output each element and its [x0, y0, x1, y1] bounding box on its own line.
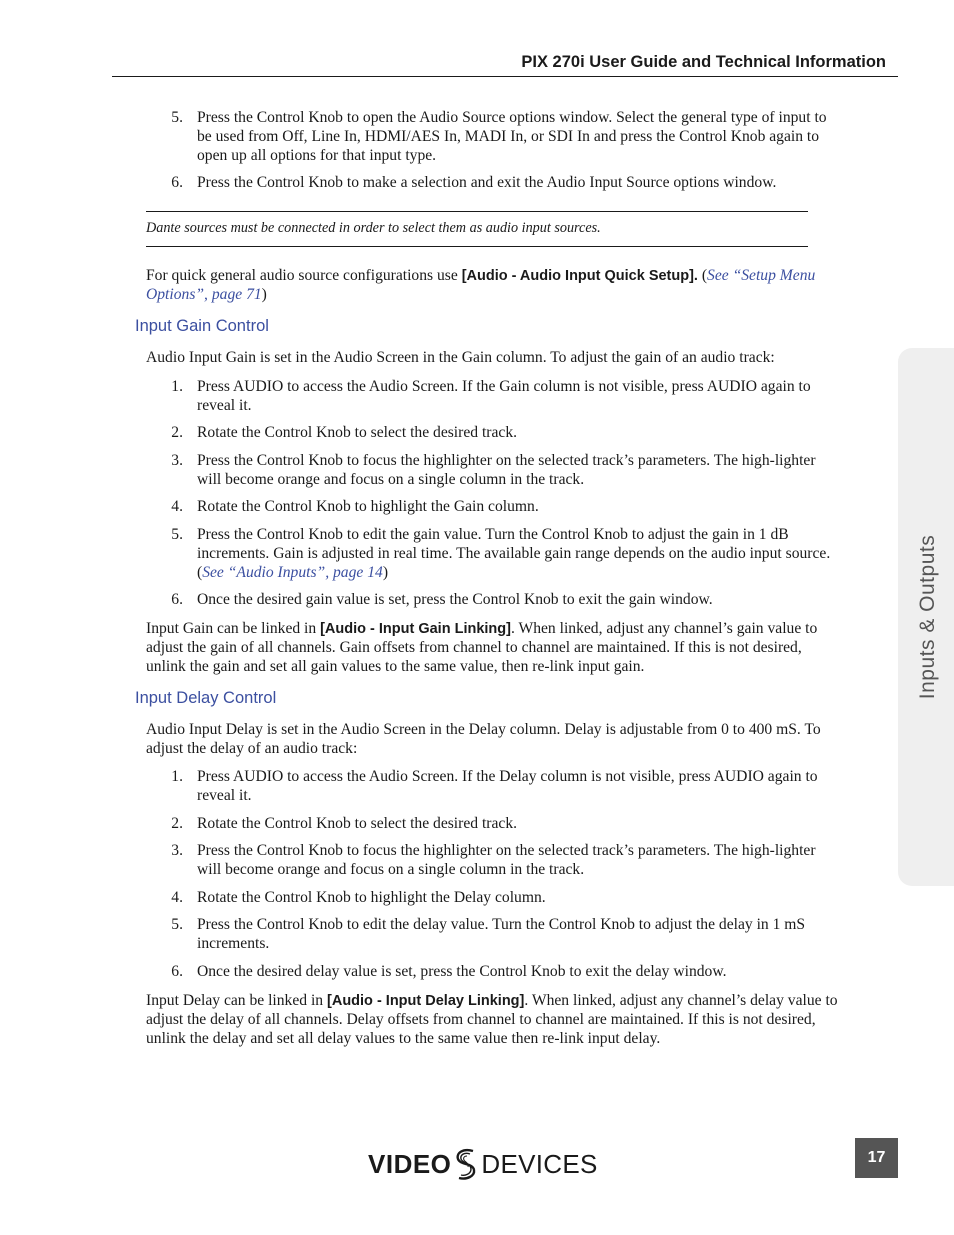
quick-setup-text: For quick general audio source configurations use	[146, 267, 462, 284]
list-text: Rotate the Control Knob to highlight the Gain column.	[197, 498, 539, 515]
list-number: 2.	[171, 815, 183, 832]
list-number: 3.	[171, 842, 183, 859]
chapter-tab-label: Inputs & Outputs	[916, 534, 939, 700]
list-number: 6.	[171, 591, 183, 608]
delay-intro: Audio Input Delay is set in the Audio Screen in the Delay column. Delay is adjustable from 0 to 400 mS. To adjust the delay of an audio track:	[146, 721, 821, 757]
list-number: 6.	[171, 174, 183, 191]
list-text: Once the desired delay value is set, press the Control Knob to exit the delay window.	[197, 963, 727, 980]
list-text: Press the Control Knob to focus the highlighter on the selected track’s parameters. The high-lighter will become orange and focus on a single column in the track.	[197, 452, 816, 488]
list-number: 1.	[171, 768, 183, 785]
list-text: Press the Control Knob to edit the delay value. Turn the Control Knob to adjust the delay in 1 mS increments.	[197, 916, 806, 952]
list-text: Rotate the Control Knob to select the desired track.	[197, 424, 518, 441]
header-rule	[112, 76, 898, 77]
menu-path: [Audio - Input Delay Linking]	[327, 993, 525, 1009]
list-text: Rotate the Control Knob to select the desired track.	[197, 815, 518, 832]
list-number: 5.	[171, 109, 183, 126]
list-text: Press the Control Knob to make a selection and exit the Audio Input Source options window.	[197, 174, 777, 191]
cross-reference-link[interactable]: See “Setup Menu Options”, page 71	[146, 267, 816, 303]
step-text: Press the Control Knob to edit the gain value. Turn the Control Knob to adjust the gain in 1 dB increments. Gain is adjusted in real time. The available gain range depends on the audio input source. (	[197, 526, 831, 581]
linking-text: . When linked, adjust any channel’s delay value to adjust the delay of all channels. Delay offsets from channel to channel are maintained. If this is not desired, unlink the delay and set all delay values to the same value then re-link input delay.	[146, 992, 838, 1047]
linking-text: Input Delay can be linked in	[146, 992, 328, 1009]
section-heading-gain: Input Gain Control	[135, 317, 269, 335]
delay-linking-paragraph	[146, 992, 842, 1048]
list-text	[197, 526, 842, 582]
list-number: 4.	[171, 889, 183, 906]
quick-setup-paragraph	[146, 267, 842, 305]
list-text: Once the desired gain value is set, press the Control Knob to exit the gain window.	[197, 591, 713, 608]
gain-intro: Audio Input Gain is set in the Audio Screen in the Gain column. To adjust the gain of an audio track:	[146, 349, 775, 366]
list-number: 3.	[171, 452, 183, 469]
paren: )	[382, 563, 389, 581]
linking-text: Input Gain can be linked in	[146, 620, 321, 637]
note-rule-top	[146, 211, 808, 212]
list-number: 5.	[171, 526, 183, 543]
list-number: 5.	[171, 916, 183, 933]
note-text: Dante sources must be connected in order to select them as audio input sources.	[146, 220, 601, 236]
logo-text-devices: DEVICES	[481, 1148, 598, 1179]
linking-text: . When linked, adjust any channel’s gain value to adjust the gain of all channels. Gain offsets from channel to channel are maintained. If this is not desired, unlink the gain and set all gain values to the same value, then re-link input gain.	[146, 620, 818, 675]
paren: (	[697, 267, 708, 284]
list-text: Press AUDIO to access the Audio Screen. If the Delay column is not visible, press AUDIO again to reveal it.	[197, 768, 818, 804]
list-text: Press AUDIO to access the Audio Screen. If the Gain column is not visible, press AUDIO again to reveal it.	[197, 378, 811, 414]
list-text: Press the Control Knob to focus the highlighter on the selected track’s parameters. The high-lighter will become orange and focus on a single column in the track.	[197, 842, 816, 878]
section-heading-delay: Input Delay Control	[135, 689, 277, 707]
menu-path: [Audio - Input Gain Linking]	[320, 621, 511, 637]
logo-text-video: VIDEO	[368, 1148, 452, 1179]
video-devices-logo	[368, 1146, 598, 1182]
list-number: 1.	[171, 378, 183, 395]
paren: )	[261, 285, 267, 303]
gain-linking-paragraph	[146, 620, 842, 676]
cross-reference-link[interactable]: See “Audio Inputs”, page 14	[202, 563, 383, 581]
note-rule-bottom	[146, 246, 808, 247]
list-number: 6.	[171, 963, 183, 980]
logo-swirl-icon	[453, 1147, 479, 1181]
list-number: 2.	[171, 424, 183, 441]
list-text: Press the Control Knob to open the Audio Source options window. Select the general type of input to be used from Off, Line In, HDMI/AES In, MADI In, or SDI In and press the Control Knob again to open up all options for that input type.	[197, 109, 827, 164]
menu-path: [Audio - Audio Input Quick Setup].	[461, 268, 698, 284]
running-header: PIX 270i User Guide and Technical Information	[521, 53, 886, 71]
list-text: Rotate the Control Knob to highlight the Delay column.	[197, 889, 546, 906]
list-number: 4.	[171, 498, 183, 515]
page-number: 17	[855, 1138, 898, 1178]
